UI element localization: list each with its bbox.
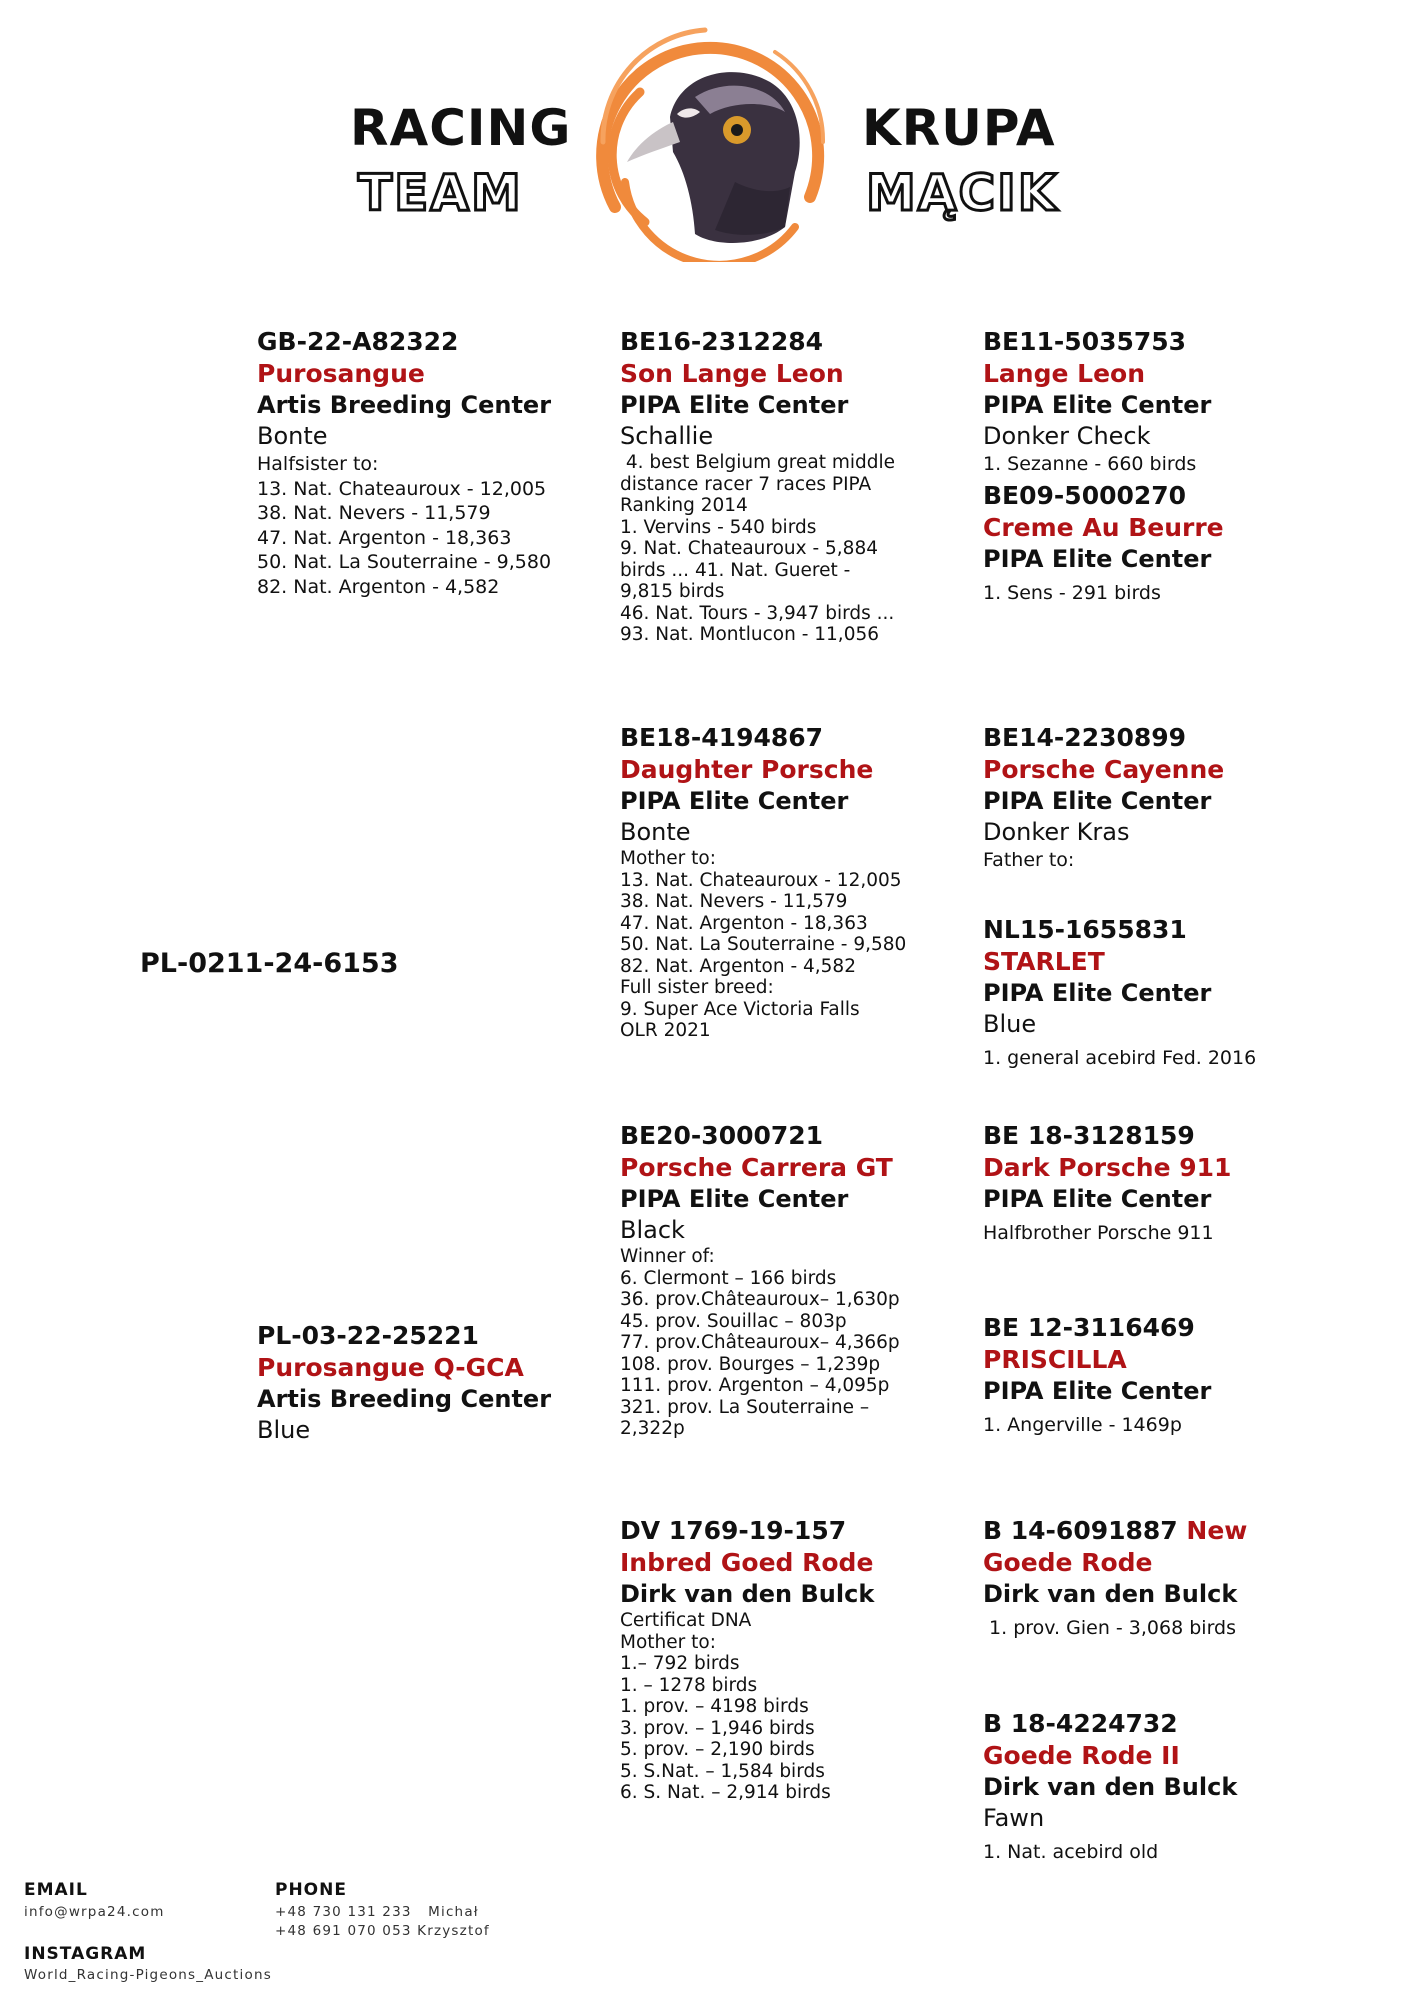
- gp2-ring: BE18-4194867: [620, 723, 824, 752]
- dam-card: [257, 1320, 551, 1446]
- note-line: 1.– 792 birds: [620, 1653, 740, 1674]
- ggp2-ring: BE09-5000270: [983, 481, 1187, 510]
- ggp1-breeder: PIPA Elite Center: [983, 391, 1212, 419]
- ggp3-breeder: PIPA Elite Center: [983, 787, 1212, 815]
- brand-team: TEAM: [358, 164, 523, 222]
- ggp7-breeder: Dirk van den Bulck: [983, 1580, 1238, 1608]
- ggp1-name: Lange Leon: [983, 359, 1146, 388]
- ggp7-card: [983, 1515, 1247, 1640]
- gp4-notes: [620, 1610, 940, 1804]
- note-line: 77. prov.Châteauroux– 4,366p: [620, 1332, 900, 1353]
- note-line: Certificat DNA: [620, 1610, 752, 1631]
- note-line: 4. best Belgium great middle: [620, 452, 895, 473]
- ggp5-card: [983, 1120, 1231, 1245]
- ggp4-name: STARLET: [983, 947, 1105, 976]
- gp3-name: Porsche Carrera GT: [620, 1153, 893, 1182]
- note-line: Full sister breed:: [620, 977, 774, 998]
- note-line: 111. prov. Argenton – 4,095p: [620, 1375, 890, 1396]
- ggp6-name: PRISCILLA: [983, 1345, 1127, 1374]
- note-line: 38. Nat. Nevers - 11,579: [257, 502, 491, 524]
- ggp6-card: [983, 1312, 1211, 1437]
- dam-name: Purosangue Q-GCA: [257, 1353, 524, 1382]
- note-line: 1. Vervins - 540 birds: [620, 516, 817, 538]
- gp1-notes: [620, 452, 940, 646]
- note-line: 321. prov. La Souterraine –: [620, 1396, 870, 1418]
- sire-notes: [257, 452, 551, 599]
- ggp3-note: Father to:: [983, 849, 1075, 871]
- gp4-breeder: Dirk van den Bulck: [620, 1580, 875, 1608]
- ggp3-card: [983, 722, 1224, 872]
- note-line: 1. prov. – 4198 birds: [620, 1696, 809, 1717]
- ggp8-name: Goede Rode II: [983, 1741, 1180, 1770]
- ggp1-note: 1. Sezanne - 660 birds: [983, 453, 1197, 475]
- sire-name: Purosangue: [257, 359, 425, 388]
- gp4-ring: DV 1769-19-157: [620, 1516, 847, 1545]
- ggp3-name: Porsche Cayenne: [983, 755, 1225, 784]
- note-line: 47. Nat. Argenton - 18,363: [620, 912, 868, 934]
- ggp4-ring: NL15-1655831: [983, 915, 1187, 944]
- note-line: 13. Nat. Chateauroux - 12,005: [620, 869, 902, 891]
- note-line: Mother to:: [620, 1631, 716, 1653]
- note-line: 47. Nat. Argenton - 18,363: [257, 526, 512, 549]
- ggp8-breeder: Dirk van den Bulck: [983, 1773, 1238, 1801]
- note-line: 5. prov. – 2,190 birds: [620, 1739, 815, 1760]
- pigeon-head-logo-icon: [585, 22, 835, 262]
- note-line: 82. Nat. Argenton - 4,582: [620, 955, 856, 977]
- gp3-card: [620, 1120, 940, 1440]
- gp2-card: [620, 722, 940, 1042]
- note-line: 6. Clermont – 166 birds: [620, 1267, 837, 1289]
- note-line: 6. S. Nat. – 2,914 birds: [620, 1782, 831, 1803]
- ggp4-card: [983, 914, 1256, 1070]
- ggp7-name-inline: New: [1186, 1516, 1248, 1545]
- ggp6-ring: BE 12-3116469: [983, 1313, 1195, 1342]
- note-line: 50. Nat. La Souterraine - 9,580: [620, 934, 907, 955]
- gp4-card: [620, 1515, 940, 1804]
- note-line: 9. Super Ace Victoria Falls: [620, 998, 860, 1020]
- ggp3-ring: BE14-2230899: [983, 723, 1187, 752]
- ggp2-note: 1. Sens - 291 birds: [983, 582, 1161, 604]
- note-line: 45. prov. Souillac – 803p: [620, 1310, 847, 1332]
- ggp3-color: Donker Kras: [983, 818, 1130, 846]
- ggp7-name: Goede Rode: [983, 1548, 1153, 1577]
- gp2-notes: [620, 848, 940, 1042]
- note-line: 3. prov. – 1,946 birds: [620, 1717, 815, 1739]
- brand-krupa: KRUPA: [862, 99, 1056, 157]
- note-line: OLR 2021: [620, 1020, 711, 1041]
- ggp4-color: Blue: [983, 1010, 1037, 1038]
- ggp8-color: Fawn: [983, 1804, 1045, 1832]
- dam-breeder: Artis Breeding Center: [257, 1385, 552, 1413]
- ggp5-note: Halfbrother Porsche 911: [983, 1222, 1214, 1244]
- note-line: 13. Nat. Chateauroux - 12,005: [257, 477, 547, 500]
- gp1-breeder: PIPA Elite Center: [620, 391, 849, 419]
- ggp5-breeder: PIPA Elite Center: [983, 1185, 1212, 1213]
- dam-ring: PL-03-22-25221: [257, 1321, 479, 1350]
- dam-color: Blue: [257, 1416, 311, 1444]
- ggp6-note: 1. Angerville - 1469p: [983, 1414, 1182, 1436]
- footer-phone-1[interactable]: +48 730 131 233 Michał: [275, 1904, 479, 1920]
- footer-email[interactable]: info@wrpa24.com: [24, 1904, 165, 1920]
- note-line: 9,815 birds: [620, 581, 725, 602]
- ggp1-card: [983, 326, 1211, 476]
- ggp7-ring-line: [983, 1515, 1247, 1547]
- gp3-breeder: PIPA Elite Center: [620, 1185, 849, 1213]
- gp1-card: [620, 326, 940, 646]
- note-line: 50. Nat. La Souterraine - 9,580: [257, 551, 552, 573]
- note-line: Halfsister to:: [257, 453, 379, 475]
- sire-color: Bonte: [257, 422, 328, 450]
- sire-breeder: Artis Breeding Center: [257, 391, 552, 419]
- note-line: 93. Nat. Montlucon - 11,056: [620, 624, 879, 645]
- note-line: 38. Nat. Nevers - 11,579: [620, 891, 848, 912]
- note-line: 1. – 1278 birds: [620, 1674, 758, 1696]
- ggp6-breeder: PIPA Elite Center: [983, 1377, 1212, 1405]
- ggp1-color: Donker Check: [983, 422, 1151, 450]
- ggp4-breeder: PIPA Elite Center: [983, 979, 1212, 1007]
- ggp7-note: 1. prov. Gien - 3,068 birds: [983, 1617, 1237, 1639]
- footer-email-label: EMAIL: [24, 1880, 88, 1900]
- ggp2-card: [983, 480, 1224, 605]
- sire-ring: GB-22-A82322: [257, 327, 459, 356]
- ggp2-breeder: PIPA Elite Center: [983, 545, 1212, 573]
- footer-instagram-label: INSTAGRAM: [24, 1944, 147, 1964]
- gp1-color: Schallie: [620, 422, 714, 450]
- gp2-name: Daughter Porsche: [620, 755, 874, 784]
- subject-ring: PL-0211-24-6153: [140, 948, 399, 979]
- ggp7-ring: B 14-6091887: [983, 1516, 1178, 1545]
- gp3-color: Black: [620, 1216, 685, 1244]
- footer-instagram[interactable]: World_Racing-Pigeons_Auctions: [24, 1967, 272, 1983]
- ggp2-name: Creme Au Beurre: [983, 513, 1224, 542]
- footer-phone-2[interactable]: +48 691 070 053 Krzysztof: [275, 1923, 490, 1939]
- note-line: 9. Nat. Chateauroux - 5,884: [620, 538, 878, 559]
- footer-phone-label: PHONE: [275, 1880, 347, 1900]
- ggp8-ring: B 18-4224732: [983, 1709, 1178, 1738]
- brand-macik: MĄCIK: [866, 164, 1059, 222]
- note-line: Winner of:: [620, 1246, 715, 1267]
- ggp8-note: 1. Nat. acebird old: [983, 1841, 1159, 1863]
- note-line: 5. S.Nat. – 1,584 birds: [620, 1760, 825, 1782]
- note-line: 46. Nat. Tours - 3,947 birds ...: [620, 602, 895, 624]
- gp4-name: Inbred Goed Rode: [620, 1548, 874, 1577]
- note-line: Ranking 2014: [620, 495, 748, 516]
- note-line: 2,322p: [620, 1418, 685, 1439]
- sire-card: [257, 326, 551, 599]
- ggp1-ring: BE11-5035753: [983, 327, 1187, 356]
- ggp8-card: [983, 1708, 1237, 1864]
- note-line: distance racer 7 races PIPA: [620, 473, 872, 495]
- ggp5-ring: BE 18-3128159: [983, 1121, 1195, 1150]
- gp2-breeder: PIPA Elite Center: [620, 787, 849, 815]
- gp1-name: Son Lange Leon: [620, 359, 844, 388]
- note-line: 108. prov. Bourges – 1,239p: [620, 1353, 881, 1375]
- note-line: 36. prov.Châteauroux– 1,630p: [620, 1289, 900, 1310]
- brand-racing: RACING: [350, 99, 572, 157]
- gp1-ring: BE16-2312284: [620, 327, 824, 356]
- note-line: 82. Nat. Argenton - 4,582: [257, 575, 500, 598]
- ggp5-name: Dark Porsche 911: [983, 1153, 1232, 1182]
- note-line: Mother to:: [620, 848, 716, 869]
- ggp4-note: 1. general acebird Fed. 2016: [983, 1047, 1257, 1069]
- gp3-ring: BE20-3000721: [620, 1121, 824, 1150]
- gp3-notes: [620, 1246, 940, 1440]
- gp2-color: Bonte: [620, 818, 691, 846]
- note-line: birds ... 41. Nat. Gueret -: [620, 559, 851, 581]
